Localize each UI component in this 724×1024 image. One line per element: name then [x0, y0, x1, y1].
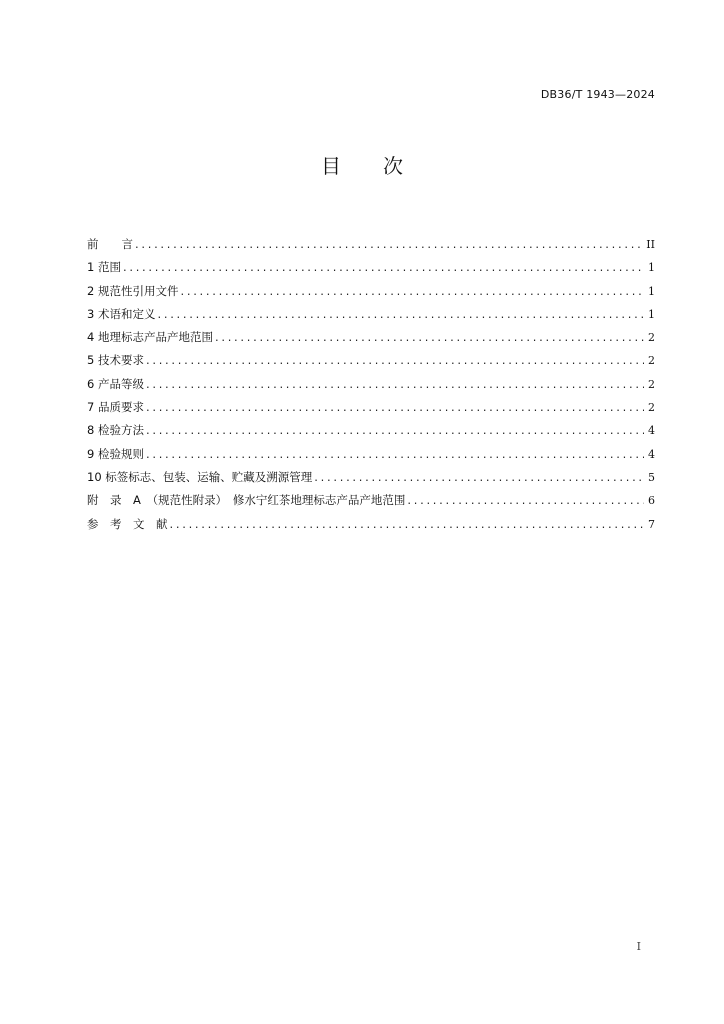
toc-entry-origin-area[interactable]: [87, 327, 655, 350]
toc-leader-dots: [146, 350, 644, 370]
toc-entry-label: 4 地理标志产品产地范围: [87, 330, 213, 345]
toc-entry-terms-definitions[interactable]: [87, 304, 655, 327]
toc-entry-page: II: [646, 238, 655, 251]
toc-entry-label: 附 录 A （规范性附录） 修水宁红茶地理标志产品产地范围: [87, 493, 406, 508]
toc-leader-dots: [123, 257, 644, 277]
toc-leader-dots: [135, 234, 642, 254]
toc-entry-page: 1: [648, 307, 655, 321]
toc-entry-appendix-a[interactable]: [87, 490, 655, 513]
toc-entry-label: 2 规范性引用文件: [87, 283, 179, 298]
toc-entry-label: 10 标签标志、包装、运输、贮藏及溯源管理: [87, 469, 313, 484]
toc-entry-test-methods[interactable]: [87, 420, 655, 443]
page-title: [0, 150, 724, 179]
toc-entry-bibliography[interactable]: [87, 514, 655, 537]
toc-entry-page: 7: [648, 517, 655, 531]
toc-leader-dots: [146, 444, 644, 464]
toc-entry-page: 2: [648, 331, 655, 345]
toc-leader-dots: [146, 420, 644, 440]
toc-entry-label: 6 产品等级: [87, 376, 144, 391]
toc-entry-page: 4: [648, 424, 655, 438]
page-number: I: [636, 940, 641, 953]
page-title-char-1: 目: [321, 154, 341, 178]
table-of-contents: [87, 234, 655, 537]
toc-entry-normative-references[interactable]: [87, 281, 655, 304]
toc-entry-page: 5: [648, 470, 655, 484]
toc-entry-label: 3 术语和定义: [87, 306, 156, 321]
toc-entry-label: 1 范围: [87, 260, 121, 275]
toc-entry-page: 2: [648, 377, 655, 391]
toc-entry-page: 6: [648, 494, 655, 508]
page-title-char-2: 次: [383, 154, 403, 178]
toc-entry-page: 4: [648, 447, 655, 461]
toc-entry-product-grades[interactable]: [87, 374, 655, 397]
toc-leader-dots: [314, 467, 644, 487]
toc-entry-page: 2: [648, 354, 655, 368]
toc-entry-scope[interactable]: [87, 257, 655, 280]
toc-entry-label: 5 技术要求: [87, 353, 144, 368]
toc-leader-dots: [215, 327, 644, 347]
toc-entry-quality-requirements[interactable]: [87, 397, 655, 420]
toc-leader-dots: [180, 281, 644, 301]
toc-entry-label: 前 言: [87, 237, 133, 251]
toc-entry-label: 7 品质要求: [87, 400, 144, 415]
toc-entry-label: 参 考 文 献: [87, 516, 168, 531]
toc-leader-dots: [407, 490, 644, 510]
toc-leader-dots: [170, 514, 645, 534]
toc-leader-dots: [146, 374, 644, 394]
standard-code: DB36/T 1943—2024: [540, 88, 655, 101]
toc-leader-dots: [146, 397, 644, 417]
toc-entry-page: 2: [648, 401, 655, 415]
toc-entry-inspection-rules[interactable]: [87, 444, 655, 467]
toc-leader-dots: [157, 304, 644, 324]
toc-entry-label: 9 检验规则: [87, 446, 144, 461]
toc-entry-page: 1: [648, 284, 655, 298]
toc-entry-technical-requirements[interactable]: [87, 350, 655, 373]
toc-entry-foreword[interactable]: [87, 234, 655, 257]
toc-entry-labeling-packaging[interactable]: [87, 467, 655, 490]
toc-entry-label: 8 检验方法: [87, 423, 144, 438]
toc-entry-page: 1: [648, 261, 655, 275]
